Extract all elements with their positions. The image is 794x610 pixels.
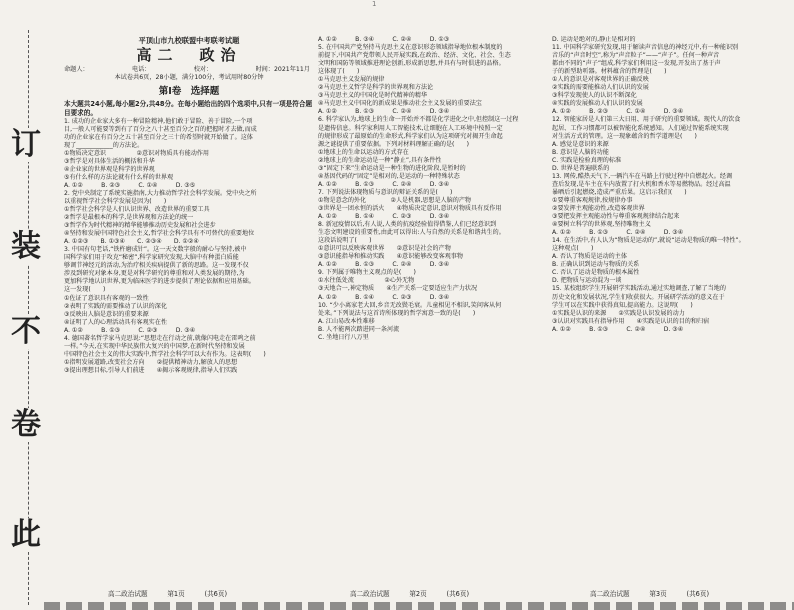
school-name: 平顶山市九校联盟中考联考试题 <box>138 36 240 45</box>
question-line: B. 正确认识到运动与物质的关系 <box>552 261 640 269</box>
question-line: 起居、工作习惯都可以被智能化系统感知。人们通过智能系统实现 <box>552 124 729 132</box>
question-line: 这一发现( ) <box>64 286 106 294</box>
question-line: D. 世界是普遍联系的 <box>552 164 610 172</box>
meta-date: 时间：2021年11月 <box>255 66 310 73</box>
question-line: D. 运动是绝对的,静止是相对的 <box>552 36 636 43</box>
question-line: 这体现了( ) <box>318 68 360 76</box>
question-line: ③科学发现使人的认识不断深化 <box>552 92 637 100</box>
question-line: 音乐的“声音时空”,称为“声音粒子”——“声子”。任何一种声音 <box>552 52 720 60</box>
question-line: ③“固定下来”生命运动是一种生物的进化阶段,是暂时的 <box>318 164 466 172</box>
column-1-questions <box>64 118 314 376</box>
binding-char-zhuang: 装 <box>6 230 46 264</box>
question-line: D. 把物质与运动混为一谈 <box>552 277 622 285</box>
question-line: ④基因代码的“固定”是相对的,是运动的一种特殊状态 <box>318 172 460 180</box>
question-line: B. 人不能两次踏进同一条河流 <box>318 325 400 333</box>
exam-info: 本试卷共6页，28小题，满分100分，考试用时80分钟 <box>114 74 264 81</box>
question-line: 子的新型助听器。材料蕴含的哲理是( ) <box>552 68 667 76</box>
question-line: A. ①② B. ①④ C. ②③ D. ③④ <box>318 293 450 301</box>
question-line: 4. 德国著名哲学家马克思说:“思想走在行动之前,就像闪电走在雷鸣之前 <box>64 334 256 342</box>
question-line: ①要尊重客观规律,按规律办事 <box>552 196 633 204</box>
question-line: ③提出理想目标,引导人们前进 ④揭示客观规律,指导人们实践 <box>64 366 238 374</box>
question-line: 这段话说明了( ) <box>318 237 372 245</box>
question-line: 8. 新冠疫情以后,有人说,人类的抗疫经验值得借鉴,人们已经意识到 <box>318 221 497 229</box>
question-line: 15. 某校组织学生开展研学实践活动,通过实地调查,了解了当地的 <box>552 285 726 293</box>
question-line: 6. 科学家认为,地球上的生命一开始并不都是化学进化之中,但控制这一过程 <box>318 116 519 124</box>
question-line: ⑤有什么样的方法论就有什么样的世界观 <box>64 173 174 181</box>
question-line: 查后发现,是车主在车内放置了打火机和香水等易燃物品。经过高温 <box>552 180 731 188</box>
question-line: ③认识对实践具有指导作用 ④实践是认识的目的和归宿 <box>552 317 710 325</box>
bottom-edge-strip <box>44 602 794 610</box>
question-line: 国科学家们用于攻克“秘密”,科学家研究发现,大脑中有种蛋白质能 <box>64 254 239 262</box>
question-line: B. 意识是人脑的功能 <box>552 148 609 156</box>
question-line: 13. 网传,酷热天气下,一辆汽车在马路上行驶过程中自燃起火。经调 <box>552 172 733 180</box>
question-line: 生态文明建设的重要性,由此可以得出:人与自然的关系是和谐共生的。 <box>318 229 505 237</box>
question-line: 够调节神经元的活动,为治疗相关疾病提供了新的思路。这一发现不仅 <box>64 262 249 270</box>
question-line: A. ①②③ B. ①③④ C. ②③④ D. ①②④ <box>64 238 199 246</box>
question-line: 是遗传信息。科学家利用人工智能技术,让细胞在人工环境中按照一定 <box>318 124 503 132</box>
question-line: ③要把发挥主观能动性与尊重客观规律结合起来 <box>552 213 680 221</box>
question-line: A. ①② B. ③④ C. ②④ D. ①③ <box>318 36 450 43</box>
footer-page-3: 高二政治试题 第3页 (共6页) <box>590 590 710 598</box>
question-line: 5. 在中国共产党坚持马克思主义在意识形态领域指导地位根本制度的 <box>318 44 503 52</box>
question-line: ②地球上的生命运动是一种“静止”,具有条件性 <box>318 156 442 164</box>
question-line: 一样。”今天,在实现中华民族伟大复兴的中国梦,在新时代坚持和发展 <box>64 342 245 350</box>
question-line: ①物是意念的外化 ②人是机器,思想是人脑的产物 <box>318 196 472 204</box>
question-line: ③意识能指导和推动实践 ④意识能够改变客观事物 <box>318 253 463 261</box>
question-line: 源之谜提供了重要依据。下列对材料理解正确的是( ) <box>318 140 470 148</box>
question-line: ①指明发展道路,改变社会方向 ②提供精神动力,解放人的思想 <box>64 358 238 366</box>
page-column-2 <box>318 36 540 602</box>
page-column-3 <box>552 36 786 602</box>
question-line: 1. 成功的企业家大多有一种冒险精神,他们敢于冒险、善于冒险,一个项 <box>64 117 253 125</box>
binding-char-ding: 订 <box>6 128 46 162</box>
question-line: A. 否认了物质是运动的主体 <box>552 253 627 261</box>
question-line: A. ①② B. ①③ C. ②④ D. ③④ <box>552 229 684 237</box>
question-line: 文明和国防等领域推进理论创新,形成新思想,并具有与时俱进的品格。 <box>318 60 505 68</box>
question-line: 9. 下列属于唯物主义观点的是( ) <box>318 269 416 277</box>
question-line: A. ①② B. ①④ C. ②③ D. ③④ <box>318 213 450 221</box>
binding-line <box>4 30 44 605</box>
question-line: A. ①② B. ②③ C. ①④ D. ③④ <box>552 108 684 116</box>
question-line: 涉及到研究对象本身,更是对科学研究的尊重和对人类发展的期待,为 <box>64 270 245 278</box>
question-line: 更加科学地认识世界,更为临床医学的进步提供了理论依据和应用基础。 <box>64 278 255 286</box>
question-line: ③天地合一,神定物质 ④生产关系一定要适应生产力状况 <box>318 285 478 293</box>
question-line: ④证明了人的心理活动具有客观实在性 <box>64 318 167 326</box>
question-line: 功的企业家在有百分之五十甚至百分之三十的希望时就开始做了。这体 <box>64 133 253 141</box>
question-line: A. ①② B. ①③ C. ②④ D. ③④ <box>552 325 684 333</box>
exam-meta-row <box>64 65 314 74</box>
question-line: 处来。”下列说法与这首诗所体现的哲学寓意一致的是( ) <box>318 309 476 317</box>
question-line: ①佐证了意识具有客观的一致性 <box>64 294 149 302</box>
question-line: 7. 下列说法体现物质与意识的辩证关系的是( ) <box>318 188 453 196</box>
question-line: ①人的意识是对客观世界的正确反映 <box>552 76 649 84</box>
question-line: A. ①② B. ①③ C. ②④ D. ③④ <box>318 108 450 116</box>
question-line: 以重视哲学社会科学发展是因为( ) <box>64 197 167 205</box>
question-line: ④实践的发展推动人们认识的发展 <box>552 100 643 108</box>
question-line: ②哲学是最根本的科学,是世界观和方法论的统一 <box>64 214 194 222</box>
question-line: ④坚持和发展中国特色社会主义,哲学社会科学具有不可替代的重要地位 <box>64 230 255 238</box>
footer-page-1: 高二政治试题 第1页 (共6页) <box>108 590 228 598</box>
question-line: A. 感觉是意识的来源 <box>552 140 609 148</box>
question-line: A. ①② B. ①③ C. ②③ D. ③④ <box>64 326 196 334</box>
question-line: 前提下,中国共产党带领人民开展实践,在政治、经济、文化、社会、生态 <box>318 52 511 60</box>
question-line: 2. 党中央制定了系统实施指南,大力推动哲学社会科学发展。党中央之所 <box>64 189 257 197</box>
meta-phone: 电话： <box>131 66 151 73</box>
question-line: 的规律形成了最原始的生命形式,科学家们认为这项研究对揭开生命起 <box>318 132 503 140</box>
page-top-mark: 1 <box>372 0 377 8</box>
question-line: ①实践是认识的来源 ②实践是认识发展的动力 <box>552 309 685 317</box>
exam-title: 高二 政治 <box>136 46 242 64</box>
question-line: ①哲学社会科学是人们认识世界、改造世界的重要工具 <box>64 206 210 214</box>
question-line: 学生可以在实践中获得真知,提高能力。这说明( ) <box>552 301 693 309</box>
question-line: ①水往低处流 ②心外无物 <box>318 277 415 285</box>
question-line: 3. 中国有句老话,“铁杵磨成针”。这一天文数字般的耐心与坚持,被中 <box>64 246 247 254</box>
question-line: 历史文化和发展状况,学生们收获很大。开展研学活动的意义在于 <box>552 293 725 301</box>
question-line: 这种观点( ) <box>552 245 594 253</box>
question-line: 目,一般人可能要等到有了百分之八十甚至百分之百的把握时才去做,而成 <box>64 125 257 133</box>
question-line: 现了____________的方法论。 <box>64 141 144 149</box>
question-line: 暴晒后引起燃烧,造成严重后果。这启示我们( ) <box>552 188 687 196</box>
question-line: 中国特色社会主义的伟大实践中,哲学社会科学可以大有作为。这表明( ) <box>64 350 266 358</box>
question-line: C. 否认了运动是物质的根本属性 <box>552 269 640 277</box>
question-line: 对生活方式的管理。这一现象蕴含的哲学道理是( ) <box>552 132 697 140</box>
question-line: ③世界是一团永恒的活火 ④物质决定意识,意识对物质具有反作用 <box>318 204 502 212</box>
question-line: ①马克思主义发展的规律 <box>318 76 385 84</box>
question-line: A. ①② B. ①③ C. ②④ D. ③④ <box>318 180 450 188</box>
meta-author: 命题人： <box>64 66 89 73</box>
question-line: 都由不同的“声子”组成,科学家们利用这一发现,开发出了基于声 <box>552 60 721 68</box>
question-line: ①意识可以反映客观世界 ②意识是社会的产物 <box>318 245 451 253</box>
question-line: ①物质决定意识 ②意识对物质具有能动作用 <box>64 149 209 157</box>
question-line: ②实践的需要能推动人们认识的发展 <box>552 84 649 92</box>
page-column-1 <box>64 36 314 602</box>
meta-proofreader: 校对： <box>193 66 213 73</box>
question-line: ②要发挥主观能动性,改造客观世界 <box>552 204 645 212</box>
question-line: A. ①② B. ①③ C. ②④ D. ③④ <box>318 261 450 269</box>
question-line: ④企业家的世界观是科学的世界观 <box>64 165 155 173</box>
binding-char-ci: 此 <box>6 518 46 552</box>
footer-page-2: 高二政治试题 第2页 (共6页) <box>350 590 470 598</box>
question-line: A. 江山易改本性难移 <box>318 317 375 325</box>
question-line: ②表明了实践的需要推动了认识的深化 <box>64 302 167 310</box>
question-line: ②马克思主义哲学是科学的世界观和方法论 <box>318 84 434 92</box>
question-line: ③哲学是对具体生活的概括和升华 <box>64 157 155 165</box>
question-line: 12. 智能家居是人们第三大日用、用于研究的重要领域。现代人的饮食 <box>552 116 741 124</box>
question-line: C. 坐地日行八万里 <box>318 333 369 341</box>
section-title: 第Ⅰ卷 选择题 <box>158 85 220 97</box>
question-line: C. 实践是检验真理的标准 <box>552 156 622 164</box>
question-line: ④马克思主义中国化的新成果是推动社会主义发展的重要法宝 <box>318 100 482 108</box>
binding-char-juan: 卷 <box>6 408 46 442</box>
question-line: 11. 中国科学家研究发现,用于解读声音信息的神经元中,有一种能识别 <box>552 44 739 52</box>
question-line: A. ①② B. ②③ C. ①④ D. ③⑤ <box>64 181 196 189</box>
question-line: 10. “少小离家老大回,乡音无改鬓毛衰。儿童相见不相识,笑问客从何 <box>318 301 502 309</box>
question-line: 14. 在生活中,有人认为“物质是运动的”,就说“运动是物质的唯一特性”。 <box>552 237 745 245</box>
question-line: ③哲学作为时代精神的精华能够推动历史发展和社会进步 <box>64 222 216 230</box>
section-instruction: 本大题共24小题,每小题2分,共48分。在每小题给出的四个选项中,只有一项是符合题目要求的。 <box>64 99 313 117</box>
question-line: ④要树立科学的世界观,坚持唯物主义 <box>552 221 651 229</box>
question-line: ③反映出人脑是意识的重要来源 <box>64 310 149 318</box>
question-line: ①地球上的生命以运动的方式存在 <box>318 148 409 156</box>
question-line: ③马克思主义的中国化是时代精神的精华 <box>318 92 428 100</box>
binding-char-bu: 不 <box>6 315 46 349</box>
